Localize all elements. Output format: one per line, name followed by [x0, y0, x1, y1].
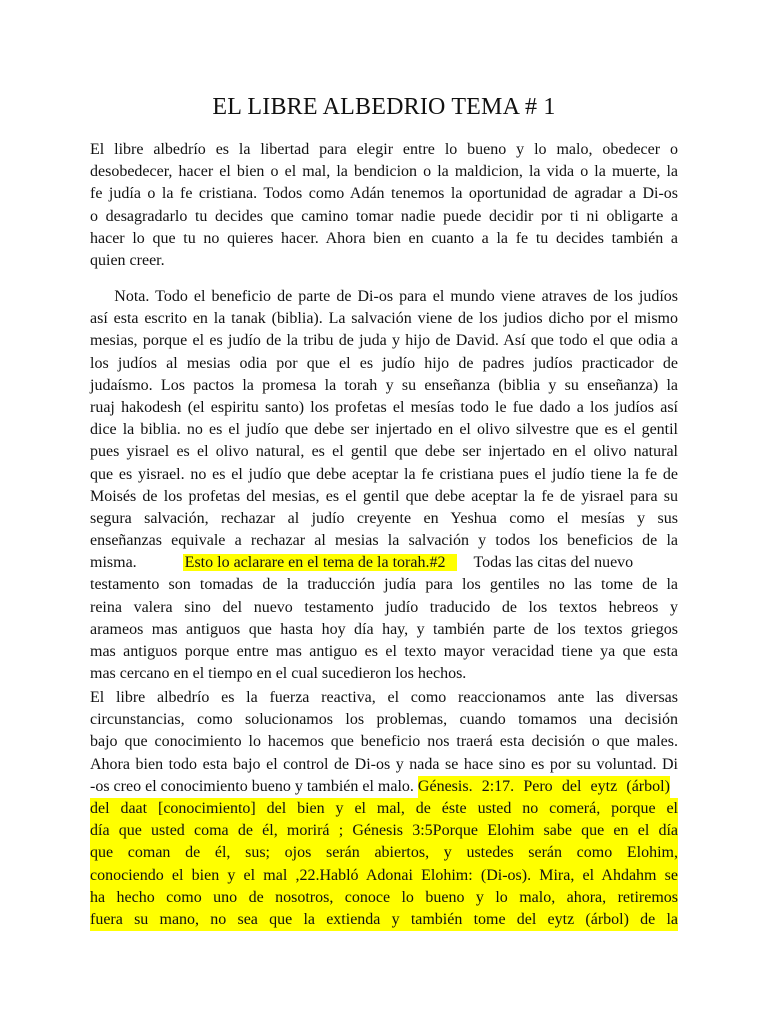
- highlighted-quote: Génesis. 2:17. Pero del eytz (árbol): [418, 776, 670, 798]
- paragraph-line: El libre albedrío es la fuerza reactiva, el como reaccionamos ante las diversas: [90, 689, 678, 706]
- paragraph-line: hacer lo que tu no quieres hacer. Ahora bien en cuanto a la fe tu decides también a: [90, 229, 678, 247]
- paragraph-line: mas antiguos porque entre mas antiguo es el texto mayor veracidad tiene ya que esta: [90, 643, 678, 660]
- paragraph-line: judaísmo. Los pactos la promesa la torah y su enseñanza (biblia y su enseñanza) la: [90, 376, 678, 394]
- paragraph-line: mas cercano en el tiempo en el cual sucedieron los hechos.: [90, 665, 467, 683]
- line-text: -os creo el conocimiento bueno y también el malo.: [90, 777, 414, 795]
- paragraph-line: Ahora bien todo esta bajo el control de Di-os y nada se hace sino es por su voluntad. Di: [90, 755, 678, 773]
- paragraph-line: enseñanzas equivale a rechazar al mesias la salvación y todos los beneficios de la: [90, 532, 678, 550]
- paragraph-line: mesias, porque el es judío de la tribu de juda y hijo de David. Así que todo el que odia a: [90, 332, 678, 350]
- highlighted-line: ha hecho como uno de nosotros, conoce lo bueno y lo malo, ahora, retiremos: [90, 887, 678, 909]
- paragraph-line: que es yisrael. no es el judío que debe aceptar la fe cristiana pues el judío tiene la fe de: [90, 465, 678, 483]
- paragraph-line: bajo que conocimiento lo hacemos que beneficio nos traerá esta decisión o que males.: [90, 733, 678, 751]
- paragraph-line: reina valera sino del nuevo testamento judío traducido de los textos hebreos y: [90, 598, 678, 616]
- highlighted-line: fuera su mano, no sea que la extienda y también tome del eytz (árbol) de la: [90, 909, 678, 931]
- highlighted-line: día que usted coma de él, morirá ; Génesis 3:5Porque Elohim sabe que en el día: [90, 820, 678, 842]
- line-text: Todas las citas del nuevo: [473, 554, 634, 572]
- paragraph-line: o desagradarlo tu decides que camino tomar nadie puede decidir por ti ni obligarte a: [90, 207, 678, 225]
- paragraph-line: desobedecer, hacer el bien o el mal, la bendicion o la maldicion, la vida o la muerte, la: [90, 163, 678, 181]
- highlighted-line: del daat [conocimiento] del bien y el mal, de éste usted no comerá, porque el: [90, 798, 678, 820]
- paragraph-line-mixed: [90, 776, 678, 798]
- paragraph-line: Nota. Todo el beneficio de parte de Di-os para el mundo viene atraves de los judíos: [90, 288, 678, 305]
- paragraph-3: [90, 687, 678, 931]
- paragraph-line: así esta escrito en la tanak (biblia). La salvación viene de los judios dicho por el mismo: [90, 310, 678, 328]
- paragraph-1: [90, 139, 678, 272]
- highlighted-line: que coman de él, sus; ojos serán abiertos, y ustedes serán como Elohim,: [90, 842, 678, 864]
- highlighted-line: conociendo el bien y el mal ,22.Habló Adonai Elohim: (Di-os). Mira, el Ahdahm se: [90, 865, 678, 887]
- paragraph-line: segura salvación, rechazar al judío creyente en Yeshua como el mesías y sus: [90, 509, 678, 527]
- paragraph-line: ruaj hakodesh (el espiritu santo) los profetas el mesías todo le fue dado a los judíos así: [90, 398, 678, 416]
- paragraph-line: Moisés de los profetas del mesias, es el gentil que debe aceptar la fe de yisrael para su: [90, 487, 678, 505]
- paragraph-line: quien creer.: [90, 251, 165, 269]
- paragraph-line: arameos mas antiguos que hasta hoy día hay, y también parte de los textos griegos: [90, 620, 678, 638]
- paragraph-line: dice la biblia. no es el judío que debe ser injertado en el olivo silvestre que es el gentil: [90, 421, 678, 439]
- paragraph-line: El libre albedrío es la libertad para elegir entre lo bueno y lo malo, obedecer o: [90, 141, 678, 158]
- paragraph-line: fe judía o la fe cristiana. Todos como Adán tenemos la oportunidad de agradar a Di-os: [90, 185, 678, 203]
- paragraph-line: pues yisrael es el olivo natural, es el gentil que debe ser injertado en el olivo natural: [90, 443, 678, 461]
- paragraph-line: circunstancias, como solucionamos los problemas, cuando tomamos una decisión: [90, 711, 678, 729]
- paragraph-line-mixed: [90, 552, 678, 574]
- paragraph-2: [90, 286, 678, 685]
- paragraph-line: testamento son tomadas de la traducción judía para los gentiles no las tome de la: [90, 576, 678, 594]
- paragraph-line: los judíos al mesias odia por que el es judío hijo de padres judíos practicador de: [90, 354, 678, 372]
- highlighted-note: Esto lo aclarare en el tema de la torah.#2: [183, 554, 458, 571]
- line-text: misma.: [90, 554, 137, 572]
- document-title: EL LIBRE ALBEDRIO TEMA # 1: [212, 94, 556, 120]
